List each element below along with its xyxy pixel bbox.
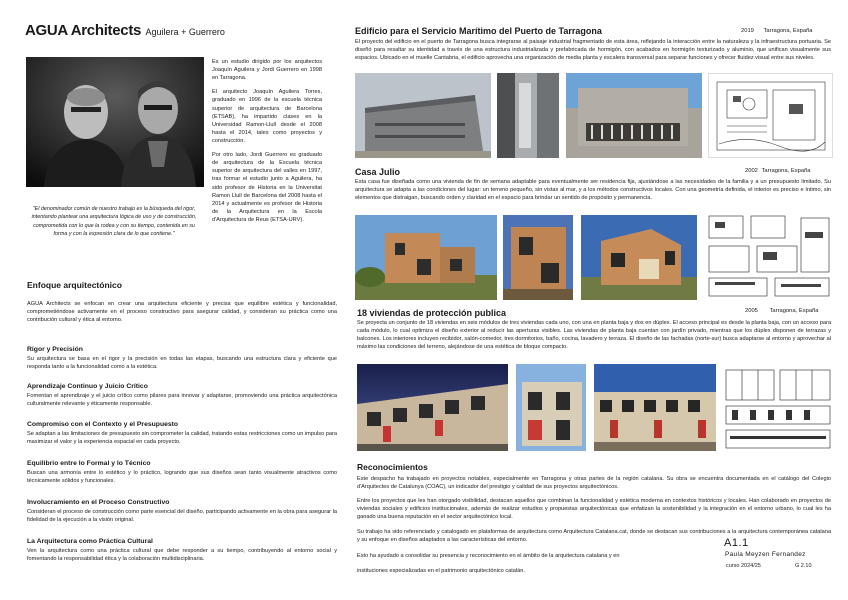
- project-2-meta: [745, 168, 811, 174]
- project-1-photo-3: [566, 73, 702, 158]
- approach-item-6: [27, 538, 337, 563]
- project-2-place: Tarragona, España: [761, 168, 811, 174]
- approach-item-text: Se adaptan a las limitaciones de presupuesto sin comprometer la calidad, tratando estas restricciones como un impulso para maximizar el valor y la experiencia espacial en cada proyecto.: [27, 431, 337, 446]
- approach-title: Enfoque arquitectónico: [27, 280, 122, 290]
- approach-item-title: Compromiso con el Contexto y el Presupuesto: [27, 421, 179, 428]
- approach-item-3: [27, 421, 337, 446]
- approach-item-text: Buscan una armonía entre lo estético y lo práctico, logrando que sus diseños sean tanto visualmente atractivos como técnicamente sólidos y funcionales.: [27, 470, 337, 485]
- approach-item-2: [27, 383, 337, 408]
- project-3-title: 18 viviendas de protección publica: [357, 308, 507, 318]
- approach-item-title: Rigor y Precisión: [27, 346, 83, 353]
- recognition-paragraph-5: instituciones especializadas en el patrimonio arquitectónico catalán.: [357, 568, 525, 574]
- approach-item-title: Aprendizaje Continuo y Juicio Crítico: [27, 383, 148, 390]
- project-3-photo-1: [357, 364, 508, 451]
- approach-item-title: Involucramiento en el Proceso Constructivo: [27, 499, 170, 506]
- project-2-title: Casa Julio: [355, 167, 401, 177]
- project-2-drawings: [705, 212, 835, 300]
- project-3-place: Tarragona, España: [769, 308, 819, 314]
- approach-item-text: Consideran el proceso de construcción como parte esencial del diseño, participando activamente en la obra para asegurar la fidelidad de la ejecución a la visión original.: [27, 509, 337, 524]
- project-2-photo-2: [503, 215, 573, 300]
- recognition-paragraph-2: Entre los proyectos que les han otorgado visibilidad, destacan aquellos que combinan la funcionalidad y estética moderna en contextos históricos y locales. Han colaborado en proyectos de viviendas sociales y edificios institucionales, además de realizar estudios y propuestas arquitectónicas que enfatizan la sostenibilidad y la integración en el entorno urbano, lo cual les ha ganado una buena reputación en el sector arquitectónico local.: [357, 498, 831, 521]
- project-3-drawings: [722, 366, 835, 452]
- project-1-year: 2019: [741, 28, 754, 34]
- recognition-paragraph-4: Esto ha ayudado a consolidar su presencia y reconocimiento en el ámbito de la arquitectura catalana y en: [357, 553, 620, 559]
- project-1-meta: [741, 28, 813, 34]
- project-1-drawing: [708, 73, 833, 158]
- project-2-photo-1: [355, 215, 497, 300]
- project-1-text: El proyecto del edificio en el puerto de Tarragona busca integrarse al paisaje industrial fragmentado de esta área, reflejando la interacción entre la naturaleza y la infraestructura portuaria. Se diseñó para resaltar su identidad a través de una estructura industrializada y prefabricada de hormigón, con acabados en hormigón texturizado y aluminio, que unifican visualmente sus espacios. Ubicado en el muelle Cantabria, el edificio aprovecha una organización de media planta y escalera transversal para separar funciones y ofrecer fluidez visual entre sus niveles.: [355, 39, 831, 62]
- project-1-photo-2: [497, 73, 559, 158]
- project-2-year: 2002: [745, 168, 758, 174]
- project-1-place: Tarragona, España: [763, 28, 813, 34]
- approach-item-1: [27, 346, 337, 371]
- bio-paragraph-2: El arquitecto Joaquín Aguilera Torres, graduado en 1996 de la escuela técnica superior de arquitectura de Barcelona (ETSAB), ha impartido clases en la Universidad Ramon-Llull desde el 2008 hasta el 2014, tales como proyectos y construcción.: [212, 89, 322, 144]
- firm-name: AGUA Architects: [25, 22, 142, 39]
- project-3-meta: [745, 308, 819, 314]
- architects-portrait: [26, 57, 204, 187]
- group-label: G 2.10: [795, 563, 812, 569]
- approach-item-text: Fomentan el aprendizaje y el juicio crítico como pilares para innovar y adaptarse, promoviendo una práctica arquitectónica culturalmente relevante y éticamente responsable.: [27, 393, 337, 408]
- project-1-photo-1: [355, 73, 491, 158]
- project-2-photo-3: [581, 215, 697, 300]
- project-1-title: Edificio para el Servicio Marítimo del Puerto de Tarragona: [355, 26, 602, 36]
- recognition-paragraph-3: Su trabajo ha sido referenciado y catalogado en plataformas de arquitectura como Arquitectura Catalana.cat, donde se destacan sus contribuciones a la arquitectura contemporánea catalana y su enfoque en diseños adaptados a las características del entorno.: [357, 529, 831, 544]
- project-3-year: 2005: [745, 308, 758, 314]
- studio-quote: "El denominador común de nuestro trabajo es la búsqueda del rigor, intentando plantear una arquitectura lógica de uso y de construcción, comprometida con lo que la rodea y con su tiempo, contenida en su forma y con la expresión clara de lo que contiene.": [31, 206, 197, 238]
- author-name: Paula Meyzen Fernandez: [725, 551, 806, 558]
- approach-item-5: [27, 499, 337, 524]
- project-3-photo-2: [516, 364, 586, 451]
- course-label: curso 2024/25: [726, 563, 761, 569]
- bio-paragraph-1: Es un estudio dirigido por los arquitectos Joaquín Aguilera y Jordi Guerrero en 1998 en Tarragona.: [212, 59, 322, 82]
- approach-item-4: [27, 460, 337, 485]
- project-3-photo-3: [594, 364, 716, 451]
- firm-partners: Aguilera + Guerrero: [145, 27, 225, 37]
- sheet-number: A1.1: [724, 537, 749, 549]
- approach-item-title: La Arquitectura como Práctica Cultural: [27, 538, 153, 545]
- page-header: [25, 22, 225, 40]
- approach-intro: AGUA Architects se enfocan en crear una arquitectura eficiente y precisa que equilibre estética y funcionalidad, comprometiéndose activamente en el proceso constructivo para asegurar calidad, y consideran su práctica como una contribución cultural y ética al entorno.: [27, 301, 337, 324]
- recognition-title: Reconocimientos: [357, 462, 428, 472]
- approach-item-text: Su arquitectura se basa en el rigor y la precisión en todas las etapas, buscando una estructura clara y eficiente que responda tanto a la funcionalidad como a la estética.: [27, 356, 337, 371]
- bio-paragraph-3: Por otro lado, Jordi Guerrero es graduado de arquitectura de la Escuela técnica superior de arquitectura del valles en 1997, tras formar el estudio junto a Aguilera, ha sido profesor de Historia en la Universitat Ramon Llull de Barcelona del 2008 hasta el 2014 y actualmente es profesor de Historia de la Arquitectura en la Escola d'Arquitectura de Reus (ETSA-URV).: [212, 152, 322, 223]
- approach-item-title: Equilibrio entre lo Formal y lo Técnico: [27, 460, 151, 467]
- bio-column: [212, 58, 322, 224]
- approach-item-text: Ven la arquitectura como una práctica cultural que debe responder a su tiempo, contribuyendo al entorno social y fomentando la responsabilidad ética y la colaboración multidisciplinaria.: [27, 548, 337, 563]
- recognition-paragraph-1: Este despacho ha trabajado en proyectos notables, especialmente en Tarragona y otras partes de la región catalana. Su obra se encuentra documentada en el catálogo del Colegio d'Arquitectes de Catalunya (COAC), un indicador del prestigio y calidad de sus proyectos arquitectónicos.: [357, 476, 831, 491]
- project-3-text: Se proyecta un conjunto de 18 viviendas en seis módulos de tres viviendas cada uno, con una en planta baja y dos en dúplex. El acceso principal es desde la planta baja, con un acceso para cada módulo, lo cual optimiza el diseño exterior al reducir las aperturas visibles. Las viviendas de planta baja cuentan con jardín privado, mientras que los dúplex disponen de terrazas y balcones. Los interiores incluyen recibidor, salón-comedor, tres dormitorios, baño, cocina, lavadero y terraza. El diseño de las fachadas (norte-sur) busca adaptarse al entorno y aprovechar al máximo las condiciones del terreno, alejándose de una estética de bloque compacto.: [357, 320, 831, 351]
- project-2-text: Esta casa fue diseñada como una vivienda de fin de semana adaptable para eventualmente ser residencia fija, ajustándose a las necesidades de la familia y a un presupuesto limitado. Su arquitectura se adapta a las condiciones del lugar: un terreno pequeño, sin vistas al mar, y a los métodos constructivos locales. Con una geometría definida, el interior es preciso e íntimo, sin elementos que distraigan, buscando orden y claridad en el espacio para brindar un sentido de propósito y permanencia.: [355, 179, 831, 202]
